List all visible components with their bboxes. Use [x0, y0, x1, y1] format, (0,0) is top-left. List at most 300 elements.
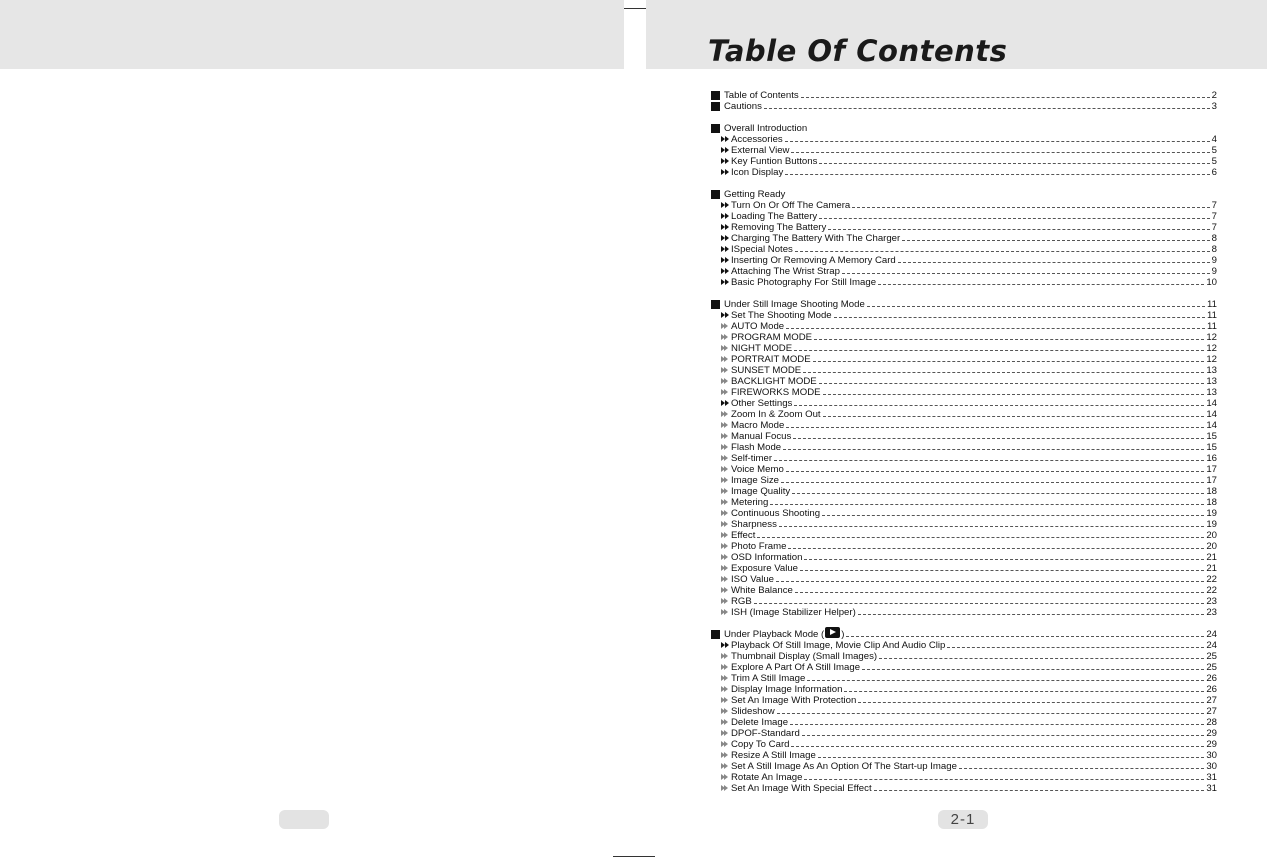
toc-entry: [711, 277, 1217, 288]
double-chevron-bullet-icon: [721, 707, 729, 716]
dot-leader: [794, 350, 1204, 351]
toc-entry-text: Removing The Battery: [731, 222, 827, 233]
dot-leader: [947, 647, 1204, 648]
toc-entry-title: [731, 596, 752, 607]
toc-page-number: 11: [1207, 299, 1217, 310]
double-arrow-icon: [721, 135, 730, 144]
double-chevron-bullet-icon: [721, 685, 729, 694]
crop-mark-top: [624, 8, 646, 9]
toc-entry: [711, 508, 1217, 519]
dot-leader: [902, 240, 1209, 241]
double-chevron-bullet-icon: [721, 509, 729, 518]
toc-entry-title: [731, 343, 792, 354]
toc-page-number: 30: [1206, 750, 1217, 761]
toc-entry: [711, 739, 1217, 750]
dot-leader: [879, 658, 1204, 659]
toc-entry-text: Delete Image: [731, 717, 789, 728]
toc-page-number: 18: [1206, 497, 1217, 508]
toc-page-number: 13: [1206, 387, 1217, 398]
toc-entry: [711, 706, 1217, 717]
toc-entry-text: Inserting Or Removing A Memory Card: [731, 255, 896, 266]
toc-entry-title: [731, 453, 772, 464]
toc-page-number: 21: [1206, 552, 1217, 563]
toc-entry: [711, 651, 1217, 662]
toc-entry: [711, 662, 1217, 673]
toc-entry-title: [731, 365, 801, 376]
toc-page-number: 18: [1206, 486, 1217, 497]
toc-entry: [711, 717, 1217, 728]
toc-page-number: 19: [1206, 519, 1217, 530]
toc-entry: [711, 772, 1217, 783]
dot-leader: [898, 262, 1210, 263]
toc-entry: [711, 365, 1217, 376]
toc-entry: [711, 244, 1217, 255]
toc-entry-title: [731, 717, 788, 728]
toc-entry-title: [731, 156, 817, 167]
toc-entry-title: [731, 706, 775, 717]
double-arrow-icon: [721, 256, 730, 265]
toc-page-number: 2: [1211, 90, 1217, 101]
double-chevron-bullet-icon: [721, 773, 729, 782]
toc-page-number: 12: [1206, 343, 1217, 354]
toc-page-number: 7: [1211, 200, 1217, 211]
toc-page-number: 12: [1206, 354, 1217, 365]
toc-entry-text: Photo Frame: [731, 541, 787, 552]
toc-entry: [711, 145, 1217, 156]
toc-entry-title: [724, 101, 762, 112]
dot-leader: [754, 603, 1205, 604]
toc-entry: [711, 486, 1217, 497]
double-arrow-icon: [721, 234, 730, 243]
toc-page-number: 16: [1206, 453, 1217, 464]
double-chevron-bullet-icon: [721, 784, 729, 793]
toc-section-entry: [711, 90, 1217, 101]
toc-page-number: 27: [1206, 706, 1217, 717]
page-number-badge: 2-1: [938, 810, 988, 829]
toc-entry-text: PROGRAM MODE: [731, 332, 813, 343]
toc-page-number: 8: [1211, 244, 1217, 255]
toc-entry: [711, 552, 1217, 563]
dot-leader: [757, 537, 1204, 538]
double-chevron-bullet-icon: [721, 388, 729, 397]
dot-leader: [776, 581, 1204, 582]
dot-leader: [764, 108, 1210, 109]
toc-entry-text: Playback Of Still Image, Movie Clip And Audio Clip: [731, 640, 946, 651]
toc-entry-text: Charging The Battery With The Charger: [731, 233, 901, 244]
dot-leader: [822, 515, 1204, 516]
double-chevron-bullet-icon: [721, 586, 729, 595]
toc-entry-text: Zoom In & Zoom Out: [731, 409, 821, 420]
toc-entry-text: Self-timer: [731, 453, 773, 464]
toc-entry-title: [731, 695, 856, 706]
double-arrow-icon: [721, 311, 730, 320]
toc-entry-title: [731, 552, 802, 563]
dot-leader: [792, 493, 1204, 494]
double-chevron-bullet-icon: [721, 751, 729, 760]
toc-entry-title: [731, 134, 783, 145]
toc-section-entry: [711, 101, 1217, 112]
toc-entry-title: [731, 244, 793, 255]
double-chevron-bullet-icon: [721, 520, 729, 529]
toc-entry: [711, 398, 1217, 409]
toc-entry-text: Key Funtion Buttons: [731, 156, 818, 167]
dot-leader: [783, 449, 1204, 450]
toc-entry-text: ISH (Image Stabilizer Helper): [731, 607, 856, 618]
toc-page-number: 26: [1206, 673, 1217, 684]
dot-leader: [803, 372, 1204, 373]
toc-entry-text: Set The Shooting Mode: [731, 310, 832, 321]
toc-entry-title: [731, 409, 821, 420]
dot-leader: [781, 482, 1204, 483]
toc-page-number: 3: [1211, 101, 1217, 112]
toc-page-number: 14: [1206, 409, 1217, 420]
dot-leader: [819, 383, 1205, 384]
dot-leader: [862, 669, 1204, 670]
toc-page-number: 25: [1206, 662, 1217, 673]
double-arrow-icon: [721, 223, 730, 232]
toc-entry-text: BACKLIGHT MODE: [731, 376, 817, 387]
dot-leader: [774, 460, 1204, 461]
double-chevron-bullet-icon: [721, 487, 729, 496]
section-square-icon: [711, 190, 720, 199]
toc-entry-title: [731, 684, 842, 695]
toc-page-number: 30: [1206, 761, 1217, 772]
toc-entry-title: [724, 299, 865, 310]
toc-entry-title: [731, 277, 876, 288]
double-chevron-bullet-icon: [721, 333, 729, 342]
toc-entry-title: [731, 750, 816, 761]
toc-page-number: 17: [1206, 475, 1217, 486]
toc-entry: [711, 167, 1217, 178]
dot-leader: [844, 691, 1204, 692]
toc-entry: [711, 783, 1217, 794]
toc-entry: [711, 376, 1217, 387]
dot-leader: [785, 141, 1210, 142]
dot-leader: [828, 229, 1209, 230]
toc-entry-text: Explore A Part Of A Still Image: [731, 662, 861, 673]
toc-section-entry: [711, 123, 1217, 134]
toc-entry: [711, 255, 1217, 266]
toc-page-number: 24: [1206, 629, 1217, 640]
toc-page-number: 26: [1206, 684, 1217, 695]
toc-entry: [711, 233, 1217, 244]
dot-leader: [819, 218, 1209, 219]
dot-leader: [959, 768, 1204, 769]
toc-page-number: 23: [1206, 596, 1217, 607]
toc-entry-text: Set An Image With Protection: [731, 695, 857, 706]
dot-leader: [878, 284, 1204, 285]
toc-entry: [711, 563, 1217, 574]
toc-page-number: 9: [1211, 266, 1217, 277]
double-chevron-bullet-icon: [721, 729, 729, 738]
toc-entry: [711, 596, 1217, 607]
toc-entry: [711, 332, 1217, 343]
toc-entry-text: Exposure Value: [731, 563, 799, 574]
double-chevron-bullet-icon: [721, 410, 729, 419]
toc-entry: [711, 761, 1217, 772]
double-chevron-bullet-icon: [721, 344, 729, 353]
toc-page-number: 19: [1206, 508, 1217, 519]
toc-entry-text: Image Size: [731, 475, 779, 486]
dot-leader: [842, 273, 1210, 274]
double-arrow-icon: [721, 157, 730, 166]
double-chevron-bullet-icon: [721, 531, 729, 540]
dot-leader: [791, 746, 1204, 747]
toc-entry: [711, 442, 1217, 453]
double-chevron-bullet-icon: [721, 564, 729, 573]
toc-page-number: 11: [1207, 310, 1217, 321]
toc-entry-title: [724, 189, 785, 200]
toc-entry-title: [731, 497, 768, 508]
toc-page-number: 14: [1206, 398, 1217, 409]
dot-leader: [791, 152, 1209, 153]
toc-entry-text: Loading The Battery: [731, 211, 818, 222]
toc-entry-text: Getting Ready: [724, 189, 786, 200]
toc-entry-title: [731, 475, 779, 486]
toc-entry-text: Trim A Still Image: [731, 673, 806, 684]
double-arrow-icon: [721, 399, 730, 408]
double-chevron-bullet-icon: [721, 542, 729, 551]
toc-entry-text: Voice Memo: [731, 464, 784, 475]
toc-entry: [711, 607, 1217, 618]
dot-leader: [813, 361, 1205, 362]
dot-leader: [777, 713, 1205, 714]
double-arrow-icon: [721, 245, 730, 254]
toc-entry-text: Sharpness: [731, 519, 777, 530]
double-chevron-bullet-icon: [721, 454, 729, 463]
toc-entry-title: [731, 310, 832, 321]
toc-entry-title: [731, 145, 789, 156]
crop-mark-bottom: [613, 856, 655, 857]
toc-entry-title: [731, 167, 783, 178]
section-square-icon: [711, 630, 720, 639]
toc-page-number: 22: [1206, 585, 1217, 596]
toc-page-number: 11: [1207, 321, 1217, 332]
toc-entry-text: Other Settings: [731, 398, 793, 409]
toc-entry: [711, 354, 1217, 365]
toc-entry-text: Rotate An Image: [731, 772, 803, 783]
toc-entry-title: [731, 783, 872, 794]
dot-leader: [802, 735, 1205, 736]
dot-leader: [804, 559, 1204, 560]
double-chevron-bullet-icon: [721, 498, 729, 507]
toc-page-number: 15: [1206, 442, 1217, 453]
toc-entry-title: [724, 90, 799, 101]
page-title: Table Of Contents: [708, 34, 1008, 68]
toc-page-number: 15: [1206, 431, 1217, 442]
dot-leader: [867, 306, 1205, 307]
toc-page-number: 29: [1206, 728, 1217, 739]
toc-entry-title: [731, 673, 805, 684]
dot-leader: [786, 471, 1205, 472]
double-arrow-icon: [721, 146, 730, 155]
toc-entry: [711, 574, 1217, 585]
toc-entry: [711, 343, 1217, 354]
section-square-icon: [711, 102, 720, 111]
toc-entry-title: [731, 607, 856, 618]
dot-leader: [790, 724, 1204, 725]
dot-leader: [814, 339, 1204, 340]
toc-entry-title: [731, 651, 877, 662]
toc-entry-text: RGB: [731, 596, 752, 607]
toc-entry-text: Copy To Card: [731, 739, 790, 750]
dot-leader: [795, 592, 1204, 593]
toc-entry-title: [731, 464, 784, 475]
double-chevron-bullet-icon: [721, 674, 729, 683]
toc-entry-title: [731, 431, 791, 442]
toc-page-number: 24: [1206, 640, 1217, 651]
toc-page-number: 31: [1206, 783, 1217, 794]
dot-leader: [793, 438, 1204, 439]
toc-entry: [711, 728, 1217, 739]
toc-entry-title: [731, 761, 957, 772]
double-chevron-bullet-icon: [721, 476, 729, 485]
toc-entry-text: Attaching The Wrist Strap: [731, 266, 840, 277]
dot-leader: [779, 526, 1204, 527]
toc-entry-title: [731, 266, 840, 277]
toc-entry-title: [731, 772, 802, 783]
toc-entry: [711, 431, 1217, 442]
toc-page-number: 31: [1206, 772, 1217, 783]
toc-entry-text: OSD Information: [731, 552, 803, 563]
toc-entry-title: [731, 508, 820, 519]
double-arrow-icon: [721, 212, 730, 221]
double-arrow-icon: [721, 641, 730, 650]
toc-entry: [711, 585, 1217, 596]
toc-section-entry: [711, 629, 1217, 640]
toc-entry-text: ISO Value: [731, 574, 775, 585]
toc-entry-text: Metering: [731, 497, 769, 508]
toc-entry: [711, 409, 1217, 420]
dot-leader: [834, 317, 1205, 318]
toc-entry: [711, 200, 1217, 211]
dot-leader: [804, 779, 1204, 780]
toc-page-number: 23: [1206, 607, 1217, 618]
toc-entry-title: [731, 376, 817, 387]
dot-leader: [795, 251, 1210, 252]
toc-entry-title: [731, 255, 896, 266]
double-chevron-bullet-icon: [721, 696, 729, 705]
toc-page-number: 28: [1206, 717, 1217, 728]
toc-entry: [711, 541, 1217, 552]
toc-entry: [711, 497, 1217, 508]
dot-leader: [819, 163, 1209, 164]
double-chevron-bullet-icon: [721, 652, 729, 661]
toc-entry: [711, 640, 1217, 651]
double-chevron-bullet-icon: [721, 553, 729, 562]
toc-entry-text: Basic Photography For Still Image: [731, 277, 877, 288]
toc-entry-text: External View: [731, 145, 790, 156]
toc-page-number: 20: [1206, 541, 1217, 552]
toc-entry-title: [731, 519, 777, 530]
dot-leader: [794, 405, 1204, 406]
toc-entry-title: [731, 739, 789, 750]
double-arrow-icon: [721, 267, 730, 276]
double-chevron-bullet-icon: [721, 663, 729, 672]
toc-entry: [711, 321, 1217, 332]
dot-leader: [846, 636, 1204, 637]
toc-page-number: 21: [1206, 563, 1217, 574]
toc-section-entry: [711, 299, 1217, 310]
toc-entry: [711, 530, 1217, 541]
dot-leader: [800, 570, 1204, 571]
toc-entry-text: Flash Mode: [731, 442, 782, 453]
toc-page-number: 8: [1211, 233, 1217, 244]
dot-leader: [823, 394, 1205, 395]
toc-entry-title: [724, 627, 844, 640]
toc-entry-text: NIGHT MODE: [731, 343, 793, 354]
toc-entry-text: White Balance: [731, 585, 793, 596]
toc-entry: [711, 750, 1217, 761]
toc-entry-text: Continuous Shooting: [731, 508, 821, 519]
toc-page-number: 17: [1206, 464, 1217, 475]
toc-entry: [711, 387, 1217, 398]
double-arrow-icon: [721, 201, 730, 210]
toc-entry-title: [731, 222, 826, 233]
toc-entry-text: Under Still Image Shooting Mode: [724, 299, 865, 310]
toc-entry-title: [731, 486, 790, 497]
toc-entry-text: PORTRAIT MODE: [731, 354, 811, 365]
toc-entry: [711, 519, 1217, 530]
toc-entry-text: Image Quality: [731, 486, 791, 497]
dot-leader: [823, 416, 1205, 417]
toc-entry-text: Slideshow: [731, 706, 775, 717]
section-square-icon: [711, 300, 720, 309]
double-chevron-bullet-icon: [721, 421, 729, 430]
toc-entry-text: Resize A Still Image: [731, 750, 816, 761]
toc-page-number: 12: [1206, 332, 1217, 343]
double-chevron-bullet-icon: [721, 443, 729, 452]
toc-entry-title: [731, 442, 781, 453]
dot-leader: [801, 97, 1210, 98]
toc-entry-text: Under Playback Mode (: [724, 629, 825, 640]
toc-entry-text-suffix: ): [841, 629, 845, 640]
playback-mode-icon: [825, 627, 840, 638]
toc-entry: [711, 134, 1217, 145]
toc-entry: [711, 420, 1217, 431]
toc-page-number: 20: [1206, 530, 1217, 541]
toc-page-number: 7: [1211, 211, 1217, 222]
toc-entry-title: [731, 398, 792, 409]
toc-entry: [711, 453, 1217, 464]
toc-entry-text: ISpecial Notes: [731, 244, 793, 255]
double-chevron-bullet-icon: [721, 432, 729, 441]
left-page-header-band: [0, 0, 624, 69]
toc-entry-title: [731, 420, 784, 431]
toc-entry-text: Manual Focus: [731, 431, 792, 442]
double-chevron-bullet-icon: [721, 465, 729, 474]
dot-leader: [785, 174, 1209, 175]
toc-entry: [711, 211, 1217, 222]
double-chevron-bullet-icon: [721, 377, 729, 386]
toc-page-number: 9: [1211, 255, 1217, 266]
toc-entry-text: SUNSET MODE: [731, 365, 802, 376]
toc-section-entry: [711, 189, 1217, 200]
toc-entry-title: [731, 332, 812, 343]
toc-entry-text: DPOF-Standard: [731, 728, 800, 739]
toc-entry-title: [724, 123, 807, 134]
toc-entry-text: Overall Introduction: [724, 123, 808, 134]
toc-entry-text: Table of Contents: [724, 90, 799, 101]
toc-page-number: 5: [1211, 156, 1217, 167]
toc-entry-title: [731, 640, 945, 651]
toc-entry-title: [731, 728, 800, 739]
toc-entry: [711, 695, 1217, 706]
dot-leader: [858, 614, 1205, 615]
toc-entry: [711, 222, 1217, 233]
toc-page-number: 14: [1206, 420, 1217, 431]
toc-entry: [711, 310, 1217, 321]
